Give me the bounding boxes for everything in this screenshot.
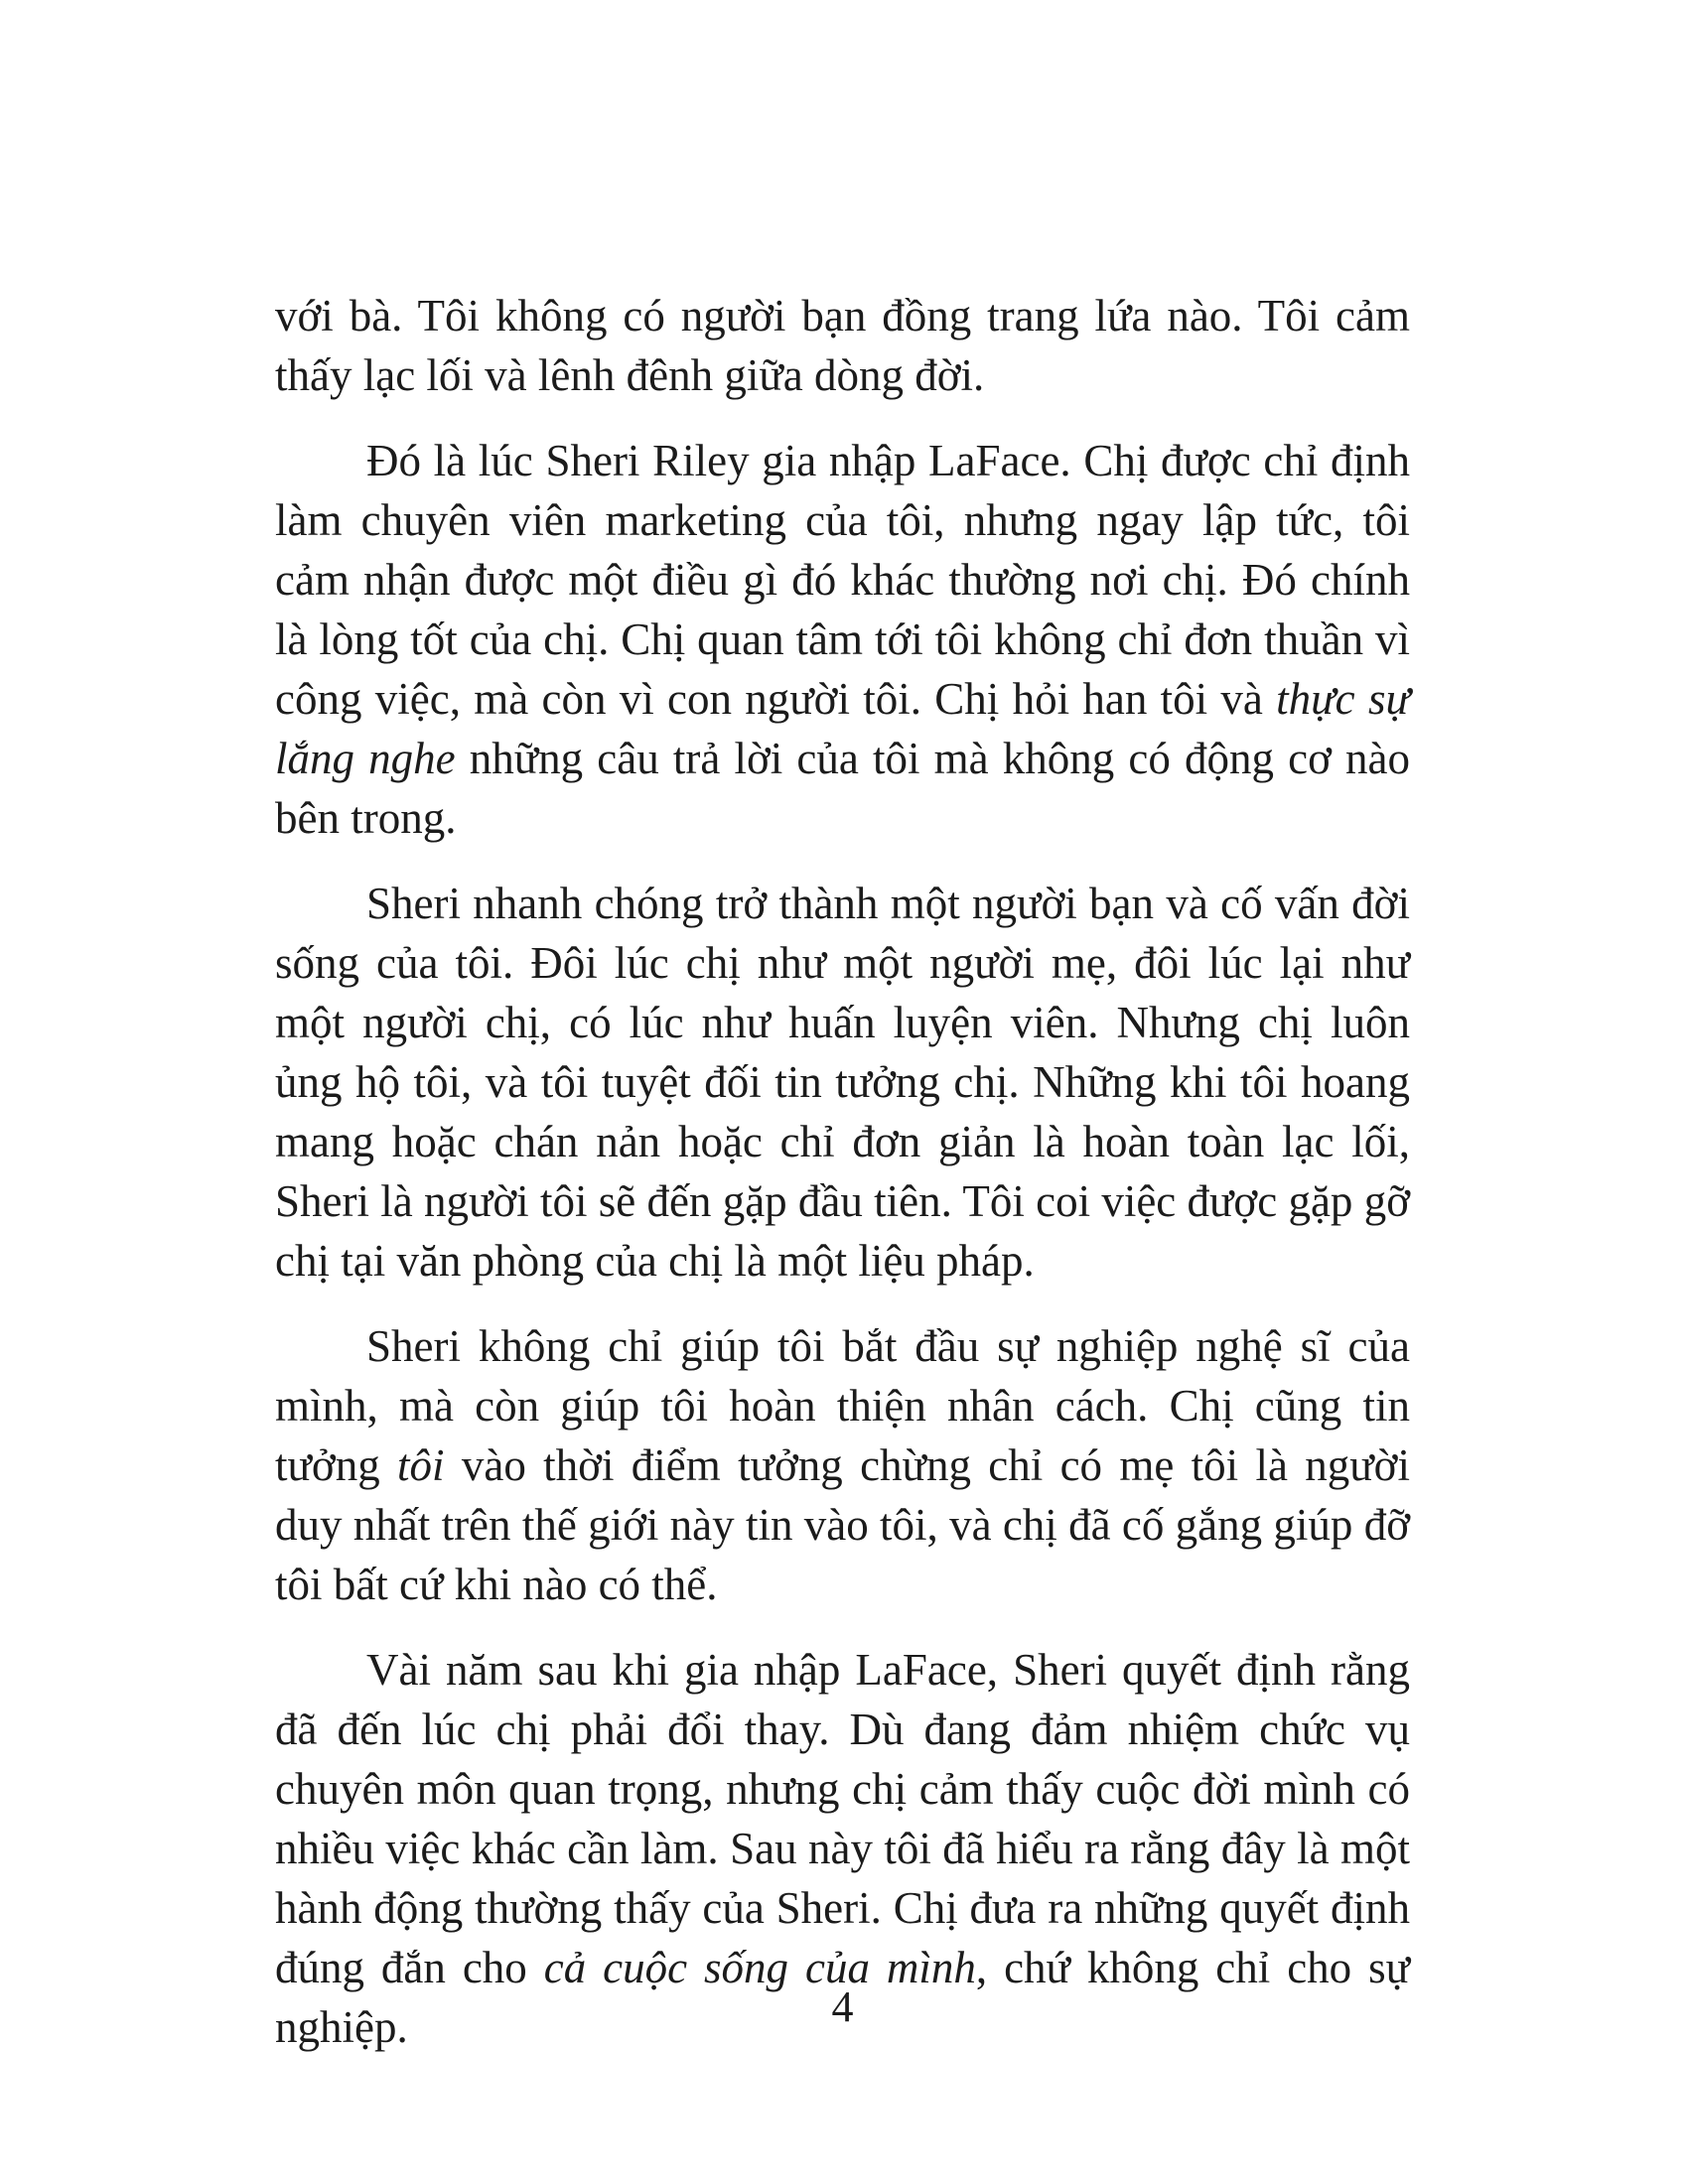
emphasized-text-run: cả cuộc sống của mình bbox=[543, 1943, 976, 1992]
paragraph bbox=[275, 1316, 1410, 1614]
page-number: 4 bbox=[831, 1982, 854, 2031]
emphasized-text-run: tôi bbox=[397, 1440, 445, 1490]
text-run: , chứ không chỉ cho sự nghiệp. bbox=[275, 1943, 1411, 2052]
paragraph bbox=[275, 874, 1410, 1291]
paragraph bbox=[275, 286, 1410, 405]
text-run: với bà. Tôi không có người bạn đồng trang lứa nào. Tôi cảm thấy lạc lối và lênh đênh giữa dòng đời. bbox=[275, 291, 1410, 400]
emphasized-text-run: thực sự lắng nghe bbox=[275, 674, 1410, 783]
text-run: những câu trả lời của tôi mà không có động cơ nào bên trong. bbox=[275, 734, 1410, 843]
body-text bbox=[275, 286, 1410, 2083]
text-run: vào thời điểm tưởng chừng chỉ có mẹ tôi là người duy nhất trên thế giới này tin vào tôi, và chị đã cố gắng giúp đỡ tôi bất cứ khi nào có thể. bbox=[275, 1440, 1410, 1609]
text-run: Vài năm sau khi gia nhập LaFace, Sheri quyết định rằng đã đến lúc chị phải đổi thay. Dù đang đảm nhiệm chức vụ chuyên môn quan trọng, nhưng chị cảm thấy cuộc đời mình có nhiều việc khác cần làm. Sau này tôi đã hiểu ra rằng đây là một hành động thường thấy của Sheri. Chị đưa ra những quyết định đúng đắn cho bbox=[275, 1645, 1410, 1992]
text-run: Sheri không chỉ giúp tôi bắt đầu sự nghiệp nghệ sĩ của mình, mà còn giúp tôi hoàn thiện nhân cách. Chị cũng tin tưởng bbox=[275, 1321, 1410, 1490]
text-run: Sheri nhanh chóng trở thành một người bạn và cố vấn đời sống của tôi. Đôi lúc chị như một người mẹ, đôi lúc lại như một người chị, có lúc như huấn luyện viên. Nhưng chị luôn ủng hộ tôi, và tôi tuyệt đối tin tưởng chị. Những khi tôi hoang mang hoặc chán nản hoặc chỉ đơn giản là hoàn toàn lạc lối, Sheri là người tôi sẽ đến gặp đầu tiên. Tôi coi việc được gặp gỡ chị tại văn phòng của chị là một liệu pháp. bbox=[275, 879, 1410, 1286]
text-run: Đó là lúc Sheri Riley gia nhập LaFace. Chị được chỉ định làm chuyên viên marketing của tôi, nhưng ngay lập tức, tôi cảm nhận được một điều gì đó khác thường nơi chị. Đó chính là lòng tốt của chị. Chị quan tâm tới tôi không chỉ đơn thuần vì công việc, mà còn vì con người tôi. Chị hỏi han tôi và bbox=[275, 436, 1410, 724]
paragraph bbox=[275, 431, 1410, 848]
